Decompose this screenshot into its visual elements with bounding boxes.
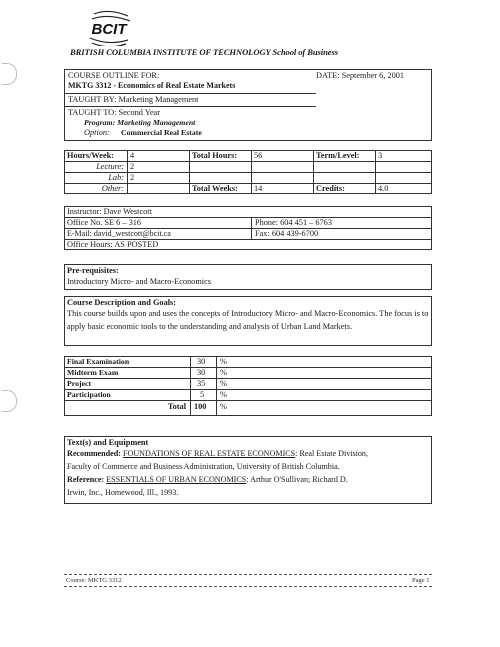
prereq-text: Introductory Micro- and Macro-Economics bbox=[67, 277, 211, 286]
divider bbox=[313, 150, 314, 194]
recommended-rest: : Real Estate Division, bbox=[295, 449, 369, 458]
divider bbox=[64, 106, 316, 107]
total-weeks-value: 14 bbox=[254, 184, 263, 193]
divider bbox=[251, 217, 252, 239]
outline-date: DATE: September 6, 2001 bbox=[316, 71, 405, 80]
bcit-logo bbox=[84, 10, 134, 46]
footer-course: Course: MKTG 3312 bbox=[66, 577, 122, 584]
grade-row-label: Participation bbox=[67, 390, 111, 399]
punch-hole bbox=[2, 63, 17, 85]
punch-hole bbox=[2, 390, 17, 412]
total-hours-label: Total Hours: bbox=[192, 151, 238, 160]
grade-row-value: 30 bbox=[197, 368, 206, 377]
recommended-line bbox=[67, 449, 368, 459]
divider bbox=[216, 356, 217, 416]
lecture-value: 2 bbox=[130, 162, 135, 171]
term-value: 3 bbox=[378, 151, 383, 160]
reference-rest: : Arthur O'Sullivan; Richard D. bbox=[246, 475, 348, 484]
footer-rule bbox=[64, 574, 432, 575]
other-label: Other: bbox=[101, 184, 124, 193]
footer-page: Page 1 bbox=[412, 577, 430, 584]
email: E-Mail: david_westcott@bcit.ca bbox=[67, 229, 171, 238]
hours-week-label: Hours/Week: bbox=[67, 151, 115, 160]
grade-row-value: 30 bbox=[197, 357, 206, 366]
taught-to: TAUGHT TO: Second Year bbox=[68, 108, 160, 117]
reference-label: Reference: bbox=[67, 475, 105, 484]
divider bbox=[127, 150, 128, 194]
reference-line bbox=[67, 475, 348, 485]
recommended-label: Recommended: bbox=[67, 449, 121, 458]
phone: Phone: 604 451 – 6763 bbox=[255, 218, 332, 227]
fax: Fax: 604 439-6700 bbox=[255, 229, 319, 238]
divider bbox=[251, 150, 252, 194]
office-hours: Office Hours: AS POSTED bbox=[67, 240, 159, 249]
credits-label: Credits: bbox=[316, 184, 345, 193]
lab-value: 2 bbox=[130, 173, 135, 182]
footer-rule bbox=[64, 586, 432, 587]
divider bbox=[189, 150, 190, 194]
divider bbox=[64, 93, 316, 94]
credits-value: 4.0 bbox=[378, 184, 389, 193]
divider bbox=[375, 150, 376, 194]
divider bbox=[190, 356, 191, 416]
divider bbox=[64, 378, 432, 379]
grade-row-label: Project bbox=[67, 379, 92, 388]
instructor-name: Instructor: Dave Westcott bbox=[67, 207, 152, 216]
description-title: Course Description and Goals: bbox=[67, 298, 177, 307]
texts-title: Text(s) and Equipment bbox=[67, 438, 149, 447]
institution-name: BRITISH COLUMBIA INSTITUTE OF TECHNOLOGY School of Business bbox=[70, 47, 338, 57]
grade-row-label: Final Examination bbox=[67, 357, 130, 366]
course-title: MKTG 3312 - Economics of Real Estate Markets bbox=[68, 81, 236, 90]
outline-label: COURSE OUTLINE FOR: bbox=[68, 71, 160, 80]
divider bbox=[64, 400, 432, 401]
grade-row-label: Midterm Exam bbox=[67, 368, 119, 377]
hours-week-value: 4 bbox=[130, 151, 135, 160]
lecture-label: Lecture: bbox=[96, 162, 124, 171]
recommended-line-2: Faculty of Commerce and Business Administration, University of British Columbia. bbox=[67, 462, 340, 471]
grade-row-unit: % bbox=[220, 357, 227, 366]
grade-row-value: 5 bbox=[200, 390, 205, 399]
reference-line-2: Irwin, Inc., Homewood, Ill., 1993. bbox=[67, 488, 179, 497]
grade-row-value: 35 bbox=[197, 379, 206, 388]
lab-label: Lab: bbox=[108, 173, 124, 182]
grade-total-label: Total bbox=[167, 402, 186, 411]
grade-total-value: 100 bbox=[194, 402, 207, 411]
grade-row-unit: % bbox=[220, 390, 227, 399]
divider bbox=[64, 389, 432, 390]
term-label: Term/Level: bbox=[316, 151, 360, 160]
prereq-title: Pre-requisites: bbox=[67, 266, 119, 275]
office-number: Office No. SE 6 – 316 bbox=[67, 218, 142, 227]
total-hours-value: 56 bbox=[254, 151, 263, 160]
taught-by: TAUGHT BY: Marketing Management bbox=[68, 95, 199, 104]
reference-title: ESSENTIALS OF URBAN ECONOMICS bbox=[106, 475, 247, 484]
description-text: This course builds upon and uses the concepts of Introductory Micro- and Macro-Economics. The focus is to apply basic economic tools to the understanding and analysis of Urban Land Markets. bbox=[67, 309, 429, 331]
recommended-title: FOUNDATIONS OF REAL ESTATE ECONOMICS bbox=[122, 449, 296, 458]
total-weeks-label: Total Weeks: bbox=[192, 184, 238, 193]
program: Program: Marketing Management bbox=[84, 118, 196, 127]
option-label: Option: bbox=[84, 128, 110, 137]
divider bbox=[64, 367, 432, 368]
grade-row-unit: % bbox=[220, 379, 227, 388]
option-value: Commercial Real Estate bbox=[121, 128, 202, 137]
grade-row-unit: % bbox=[220, 368, 227, 377]
svg-text:BCIT: BCIT bbox=[91, 21, 127, 38]
grade-total-unit: % bbox=[220, 402, 227, 411]
